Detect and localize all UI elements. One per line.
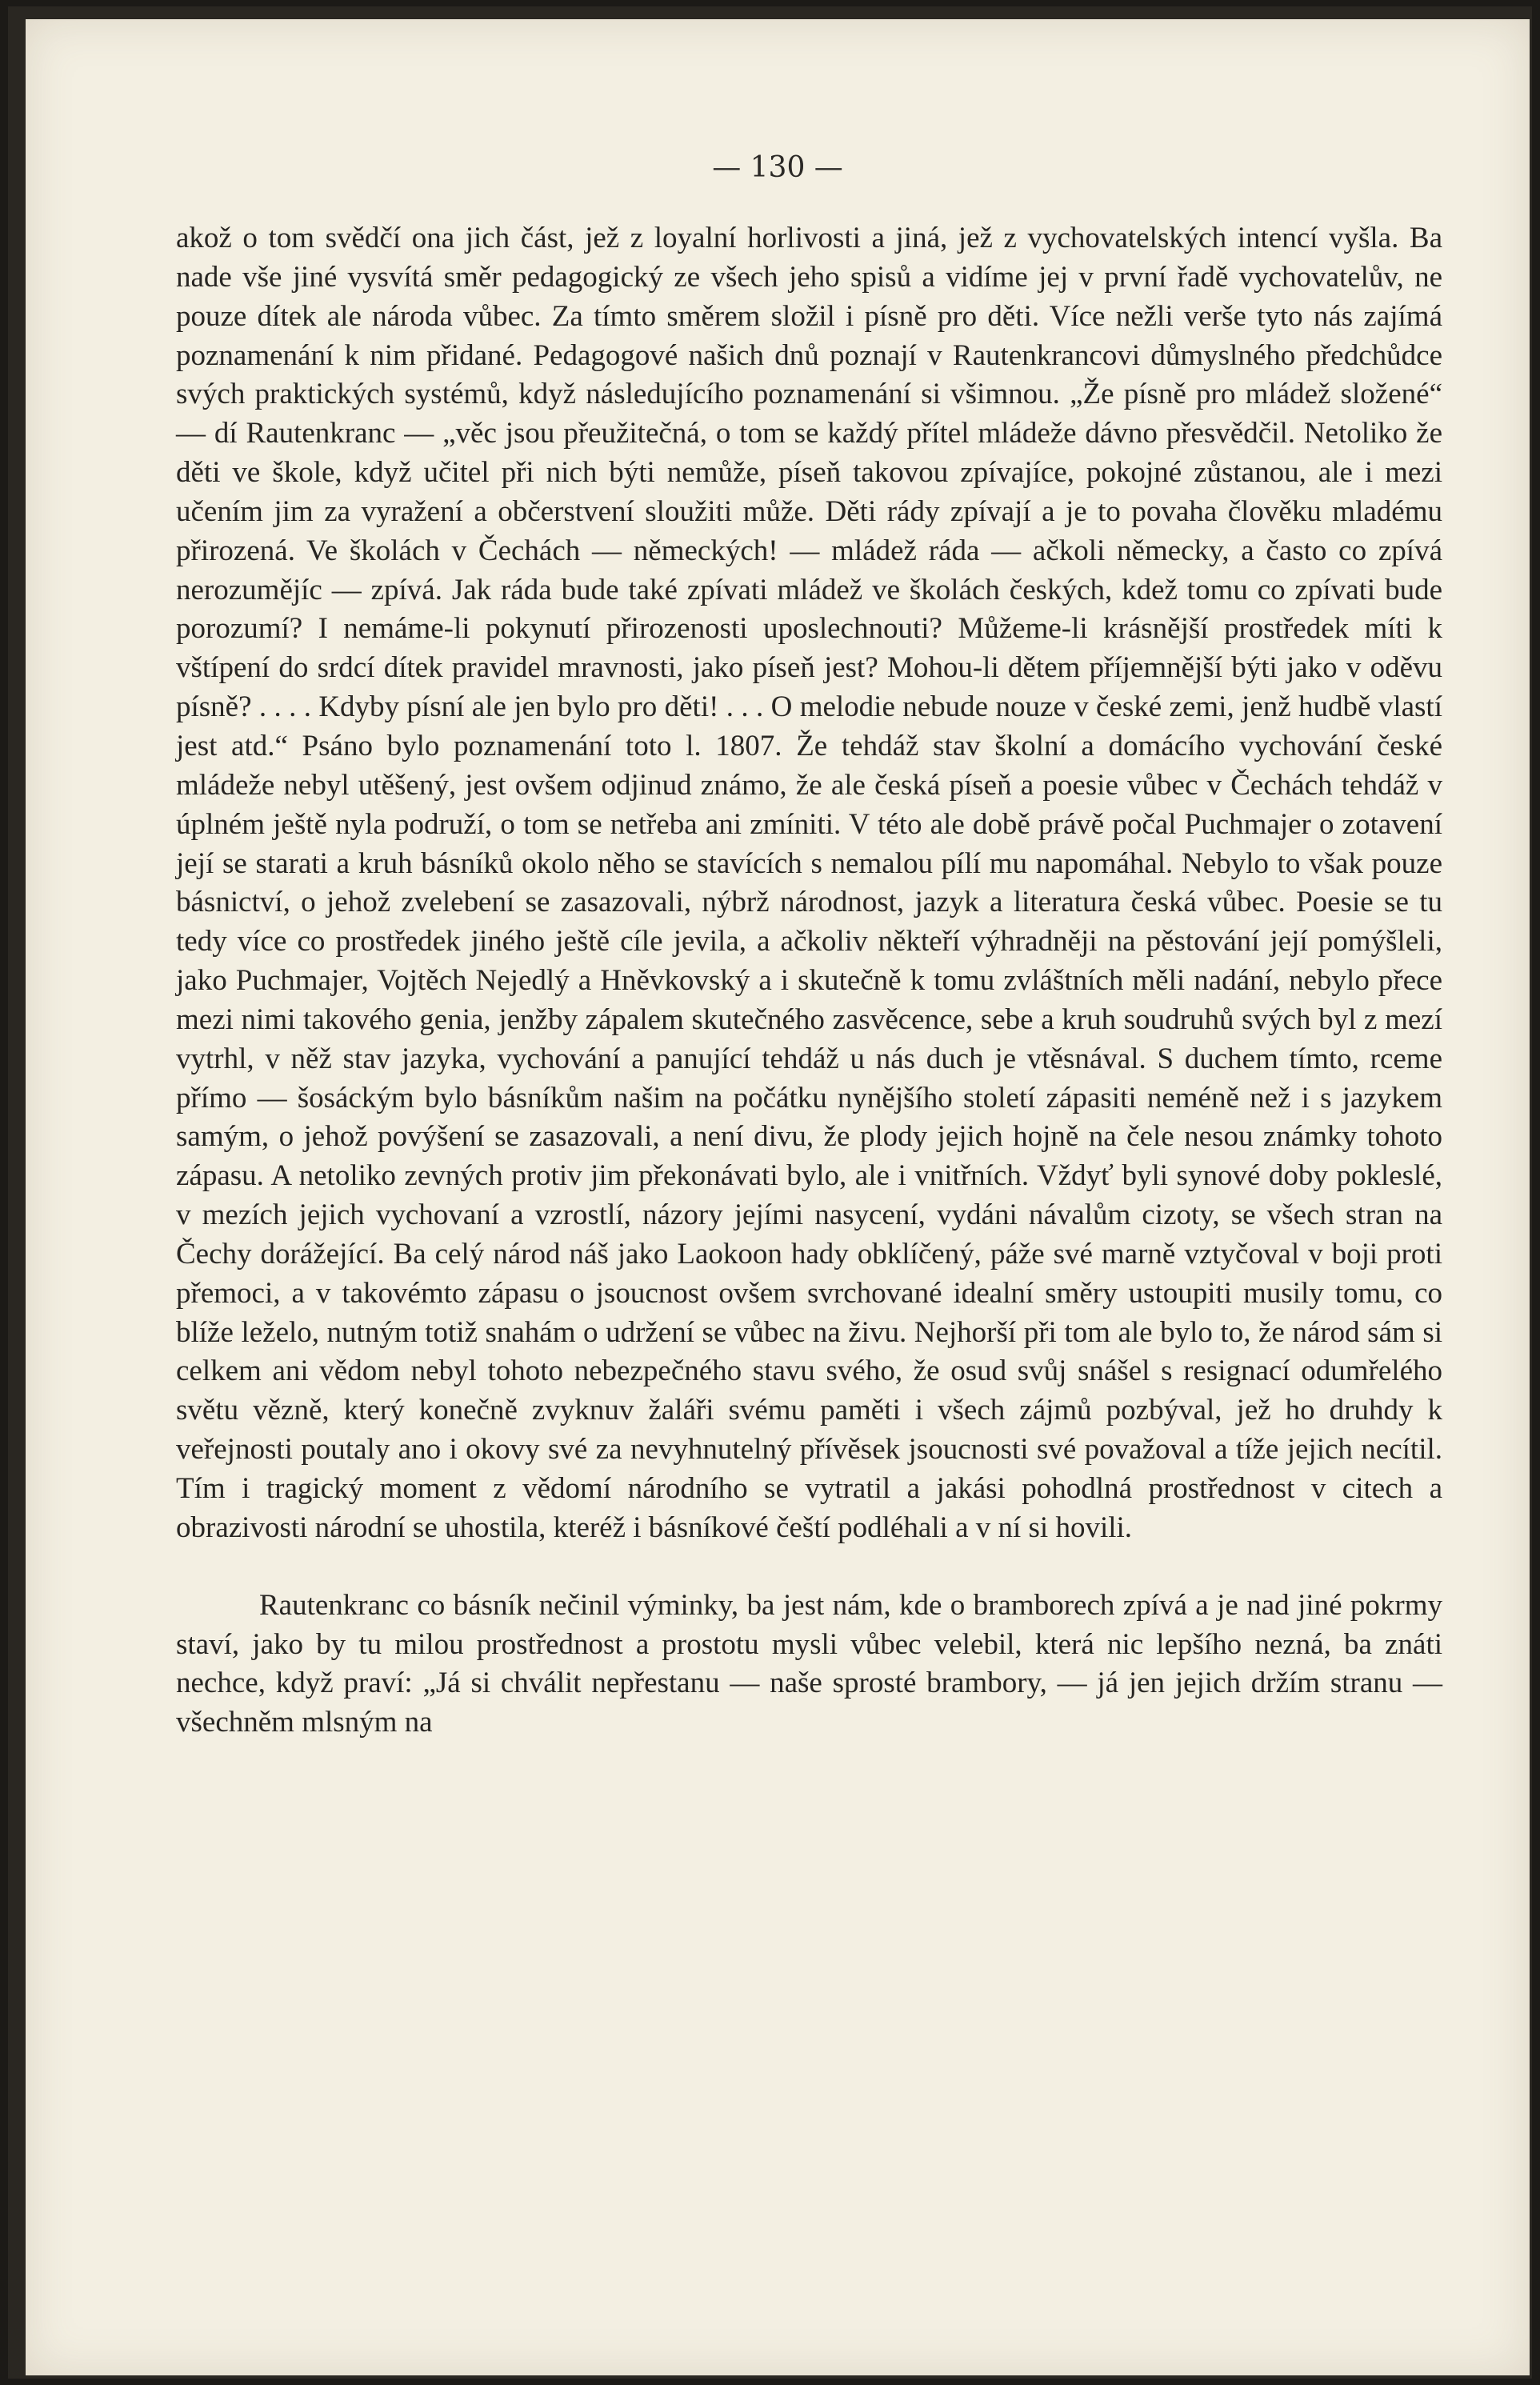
page-text — [176, 219, 1442, 1743]
scan-frame — [8, 6, 1532, 2379]
page-number: — 130 — — [712, 151, 843, 184]
paragraph-1: akož o tom svědčí ona jich část, jež z loyalní horlivosti a jiná, jež z vychovatelských intencí vyšla. Ba nade vše jiné vysvítá směr pedagogický ze všech jeho spisů a vidíme jej v první řadě vychovatelův, ne pouze dítek ale národa vůbec. Za tímto směrem složil i písně pro děti. Více nežli verše tyto nás zajímá poznamenání k nim přidané. Pedagogové našich dnů poznají v Rautenkrancovi důmyslného předchůdce svých praktických systémů, když následujícího poznamenání si všimnou. „Že písně pro mládež složené“ — dí Rautenkranc — „věc jsou přeužitečná, o tom se každý přítel mládeže dávno přesvědčil. Netoliko že děti ve škole, když učitel při nich býti nemůže, píseň takovou zpívajíce, pokojné zůstanou, ale i mezi učením jim za vyražení a občerstvení sloužiti může. Děti rády zpívají a je to povaha člověku mladému přirozená. Ve školách v Čechách — německých! — mládež ráda — ačkoli německy, a často co zpívá nerozumějíc — zpívá. Jak ráda bude také zpívati mládež ve školách českých, kdež tomu co zpívati bude porozumí? I nemáme-li pokynutí přirozenosti uposlechnouti? Můžeme-li krásnější prostředek míti k vštípení do srdcí dítek pravidel mravnosti, jako píseň jest? Mohou-li dětem příjemnější býti jako v oděvu písně? . . . . Kdyby písní ale jen bylo pro děti! . . . O melodie nebude nouze v české zemi, jenž hudbě vlastí jest atd.“ Psáno bylo poznamenání toto l. 1807. Že tehdáž stav školní a domácího vychování české mládeže nebyl utěšený, jest ovšem odjinud známo, že ale česká píseň a poesie vůbec v Čechách tehdáž v úplném ještě nyla podruží, o tom se netřeba ani zmíniti. V této ale době právě počal Puchmajer o zotavení její se starati a kruh básníků okolo něho se stavících s nemalou pílí mu napomáhal. Nebylo to však pouze básnictví, o jehož zvelebení se zasazovali, nýbrž národnost, jazyk a literatura česká vůbec. Poesie se tu tedy více co prostředek jiného ještě cíle jevila, a ačkoliv někteří výhradněji na pěstování její pomýšleli, jako Puchmajer, Vojtěch Nejedlý a Hněvkovský a i skutečně k tomu zvláštních měli nadání, nebylo přece mezi nimi takového genia, jenžby zápalem skutečného zasvěcence, sebe a kruh soudruhů svých byl z mezí vytrhl, v něž stav jazyka, vychování a panující tehdáž u nás duch je vtěsnával. S duchem tímto, rceme přímo — šosáckým bylo básníkům našim na počátku nynějšího století zápasiti neméně než i s jazykem samým, o jehož povýšení se zasazovali, a není divu, že plody jejich hojně na čele nesou známky tohoto zápasu. A netoliko zevných protiv jim překonávati bylo, ale i vnitřních. Vždyť byli synové doby pokleslé, v mezích jejich vychovaní a vzrostlí, názory jejími nasycení, vydáni návalům cizoty, se všech stran na Čechy dorážející. Ba celý národ náš jako Laokoon hady obklíčený, páže své marně vztyčoval v boji proti přemoci, a v takovémto zápasu o jsoucnost ovšem svrchované idealní směry ustoupiti musily tomu, co blíže leželo, nutným totiž snahám o udržení se vůbec na živu. Nejhorší při tom ale bylo to, že národ sám si celkem ani vědom nebyl tohoto nebezpečného stavu svého, že osud svůj snášel s resignací odumřelého světu vězně, který konečně zvyknuv žaláři svému paměti i všech zájmů pozbýval, jež ho druhdy k veřejnosti poutaly ano i okovy své za nevyhnutelný přívěsek jsoucnosti své považoval a tíže jejich necítil. Tím i tragický moment z vědomí národního se vytratil a jakási pohodlná prostřednost v citech a obrazivosti národní se uhostila, kteréž i básníkové čeští podléhali a v ní si hovili. — [176, 222, 1442, 1544]
book-page — [26, 19, 1530, 2375]
paragraph-2: Rautenkranc co básník nečinil výminky, ba jest nám, kde o bramborech zpívá a je nad jiné pokrmy staví, jako by tu milou prostřednost a prostotu mysli vůbec velebil, která nic lepšího nezná, ba znáti nechce, když praví: „Já si chválit nepřestanu — naše sprosté brambory, — já jen jejich držím stranu — všechněm mlsným na — [176, 1588, 1442, 1739]
